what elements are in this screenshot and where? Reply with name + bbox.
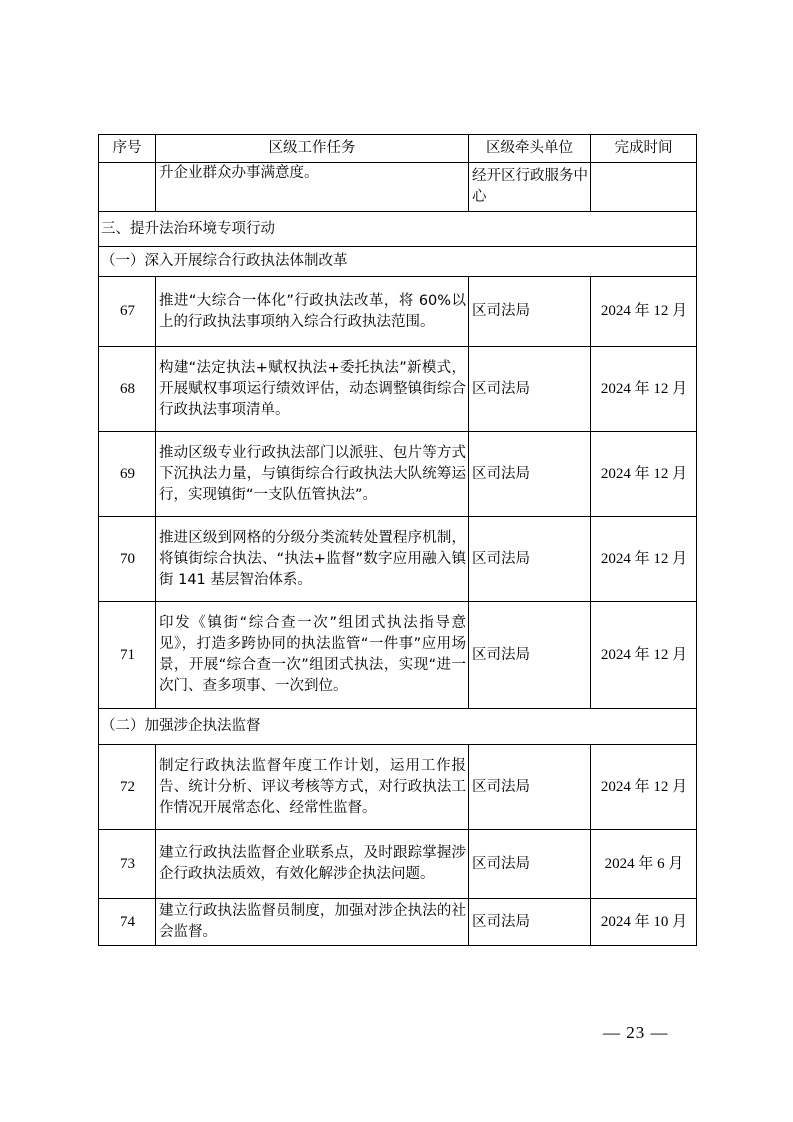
cell-task: 构建“法定执法+赋权执法+委托执法”新模式，开展赋权事项运行绩效评估，动态调整镇街综合行政执法事项清单。 — [156, 347, 469, 432]
cell-unit: 区司法局 — [469, 517, 591, 602]
cell-unit: 经开区行政服务中心 — [469, 163, 591, 212]
cell-task: 升企业群众办事满意度。 — [156, 163, 469, 212]
cell-time: 2024 年 12 月 — [591, 347, 697, 432]
table-row — [99, 830, 697, 899]
table-row — [99, 602, 697, 709]
cell-no: 69 — [99, 432, 156, 517]
cell-time: 2024 年 12 月 — [591, 745, 697, 830]
cell-unit: 区司法局 — [469, 745, 591, 830]
cell-task: 印发《镇街“综合查一次”组团式执法指导意见》，打造多跨协同的执法监管“一件事”应用场景，开展“综合查一次”组团式执法，实现“进一次门、查多项事、一次到位。 — [156, 602, 469, 709]
cell-time: 2024 年 12 月 — [591, 432, 697, 517]
cell-unit: 区司法局 — [469, 830, 591, 899]
cell-time: 2024 年 12 月 — [591, 517, 697, 602]
section-title-3: 三、提升法治环境专项行动 — [99, 212, 697, 247]
cell-no: 68 — [99, 347, 156, 432]
section-row — [99, 212, 697, 247]
cell-time: 2024 年 12 月 — [591, 602, 697, 709]
table-row — [99, 432, 697, 517]
header-time: 完成时间 — [591, 135, 697, 163]
table-header-row — [99, 135, 697, 163]
subsection-row — [99, 709, 697, 745]
header-unit: 区级牵头单位 — [469, 135, 591, 163]
table-row — [99, 347, 697, 432]
cell-time: 2024 年 6 月 — [591, 830, 697, 899]
cell-no: 67 — [99, 277, 156, 347]
table-row — [99, 517, 697, 602]
page-number: — 23 — — [603, 1023, 669, 1042]
header-no: 序号 — [99, 135, 156, 163]
table-row — [99, 745, 697, 830]
cell-task: 建立行政执法监督员制度，加强对涉企执法的社会监督。 — [156, 899, 469, 946]
subsection-title-1: （一）深入开展综合行政执法体制改革 — [99, 247, 697, 277]
cell-task: 推进区级到网格的分级分类流转处置程序机制，将镇街综合执法、“执法+监督”数字应用融入镇街 141 基层智治体系。 — [156, 517, 469, 602]
subsection-row — [99, 247, 697, 277]
table-row — [99, 899, 697, 946]
cell-no: 71 — [99, 602, 156, 709]
cell-task: 制定行政执法监督年度工作计划，运用工作报告、统计分析、评议考核等方式，对行政执法工作情况开展常态化、经常性监督。 — [156, 745, 469, 830]
cell-no: 70 — [99, 517, 156, 602]
task-table — [98, 134, 697, 946]
cell-unit: 区司法局 — [469, 602, 591, 709]
cell-unit: 区司法局 — [469, 277, 591, 347]
cell-unit: 区司法局 — [469, 347, 591, 432]
cell-task: 推进“大综合一体化”行政执法改革，将 60%以上的行政执法事项纳入综合行政执法范围。 — [156, 277, 469, 347]
subsection-title-2: （二）加强涉企执法监督 — [99, 709, 697, 745]
cell-no — [99, 163, 156, 212]
cell-no: 74 — [99, 899, 156, 946]
cell-no: 72 — [99, 745, 156, 830]
cell-time — [591, 163, 697, 212]
cell-time: 2024 年 12 月 — [591, 277, 697, 347]
cell-task: 推动区级专业行政执法部门以派驻、包片等方式下沉执法力量，与镇街综合行政执法大队统筹运行，实现镇街“一支队伍管执法”。 — [156, 432, 469, 517]
cell-unit: 区司法局 — [469, 432, 591, 517]
cell-unit: 区司法局 — [469, 899, 591, 946]
table-row — [99, 277, 697, 347]
cell-no: 73 — [99, 830, 156, 899]
cell-time: 2024 年 10 月 — [591, 899, 697, 946]
table-row-continuation — [99, 163, 697, 212]
header-task: 区级工作任务 — [156, 135, 469, 163]
cell-task: 建立行政执法监督企业联系点，及时跟踪掌握涉企行政执法质效，有效化解涉企执法问题。 — [156, 830, 469, 899]
